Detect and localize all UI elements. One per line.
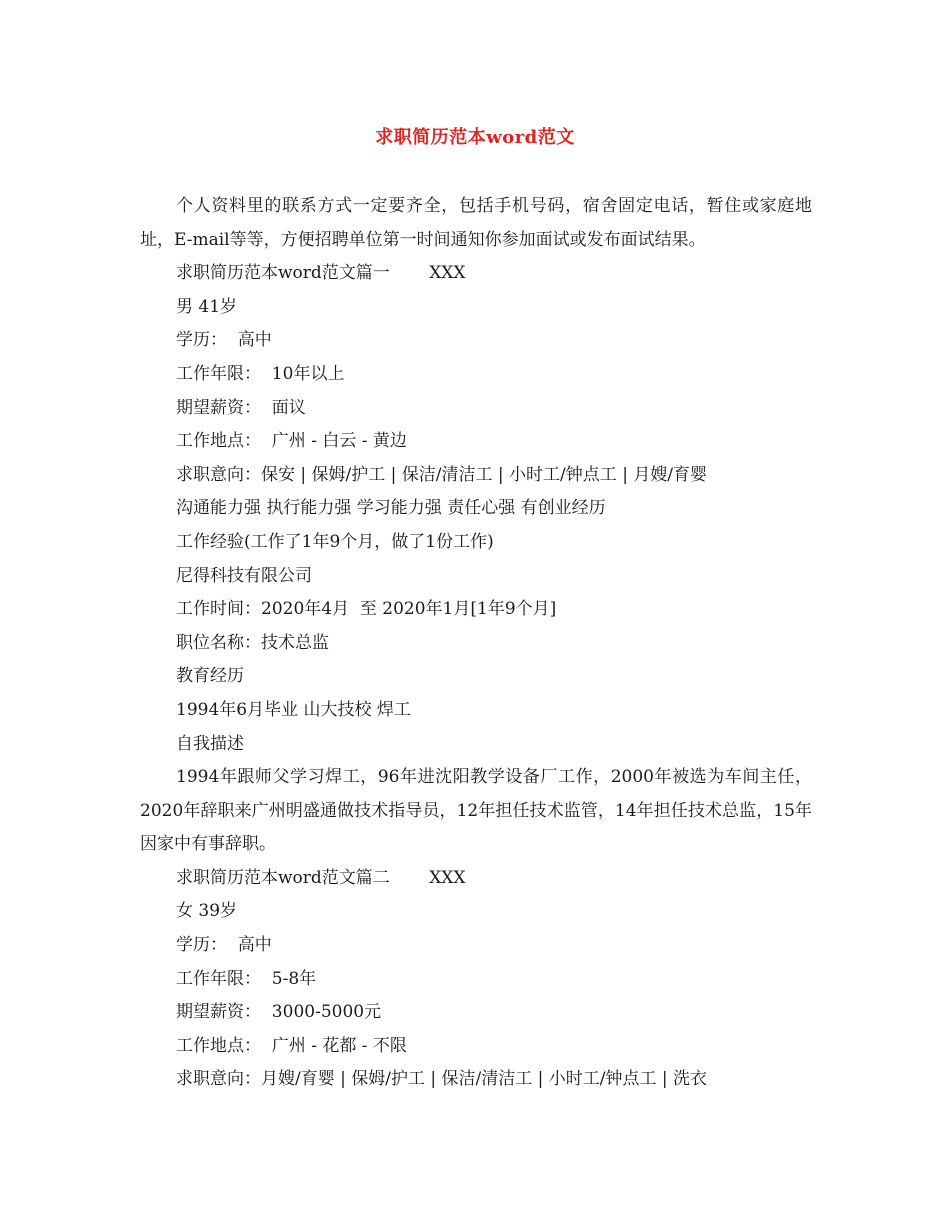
document-body	[140, 190, 812, 1097]
document-title: 求职简历范本word范文	[375, 127, 575, 148]
resume-2-location: 工作地点： 广州 - 花都 - 不限	[176, 1035, 407, 1056]
resume-1-self-description: 1994年跟师父学习焊工，96年进沈阳教学设备厂工作，2000年被选为车间主任，2020年辞职来广州明盛通做技术指导员，12年担任技术监管，14年担任技术总监，15年因家中有事辞职。	[140, 767, 812, 855]
resume-1-intention: 求职意向：保安 | 保姆/护工 | 保洁/清洁工 | 小时工/钟点工 | 月嫂/育婴	[176, 464, 708, 485]
resume-1-heading: 求职简历范本word范文篇一 XXX	[176, 263, 466, 284]
resume-1-education-heading: 教育经历	[176, 666, 244, 687]
resume-2-intention: 求职意向：月嫂/育婴 | 保姆/护工 | 保洁/清洁工 | 小时工/钟点工 | 洗衣	[176, 1069, 708, 1090]
resume-1-work-period: 工作时间：2020年4月 至 2020年1月[1年9个月]	[176, 599, 557, 620]
resume-1-position: 职位名称：技术总监	[176, 632, 329, 653]
resume-1-experience-heading: 工作经验(工作了1年9个月，做了1份工作)	[176, 531, 494, 552]
resume-1-location: 工作地点： 广州 - 白云 - 黄边	[176, 431, 407, 452]
intro-paragraph: 个人资料里的联系方式一定要齐全，包括手机号码，宿舍固定电话，暂住或家庭地址，E-mail等等，方便招聘单位第一时间通知你参加面试或发布面试结果。	[140, 196, 812, 250]
resume-2-gender-age: 女 39岁	[176, 901, 238, 922]
resume-1-education: 学历： 高中	[176, 330, 272, 351]
resume-1-education-detail: 1994年6月毕业 山大技校 焊工	[176, 699, 411, 720]
resume-1-gender-age: 男 41岁	[176, 296, 238, 317]
resume-1-salary: 期望薪资： 面议	[176, 397, 306, 418]
resume-1-company: 尼得科技有限公司	[176, 565, 312, 586]
resume-1-self-description-heading: 自我描述	[176, 733, 244, 754]
resume-2-years: 工作年限： 5-8年	[176, 968, 317, 989]
resume-1-skills: 沟通能力强 执行能力强 学习能力强 责任心强 有创业经历	[176, 498, 606, 519]
resume-2-salary: 期望薪资： 3000-5000元	[176, 1002, 382, 1023]
resume-2-education: 学历： 高中	[176, 935, 272, 956]
resume-2-heading: 求职简历范本word范文篇二 XXX	[176, 867, 466, 888]
resume-1-years: 工作年限： 10年以上	[176, 363, 345, 384]
